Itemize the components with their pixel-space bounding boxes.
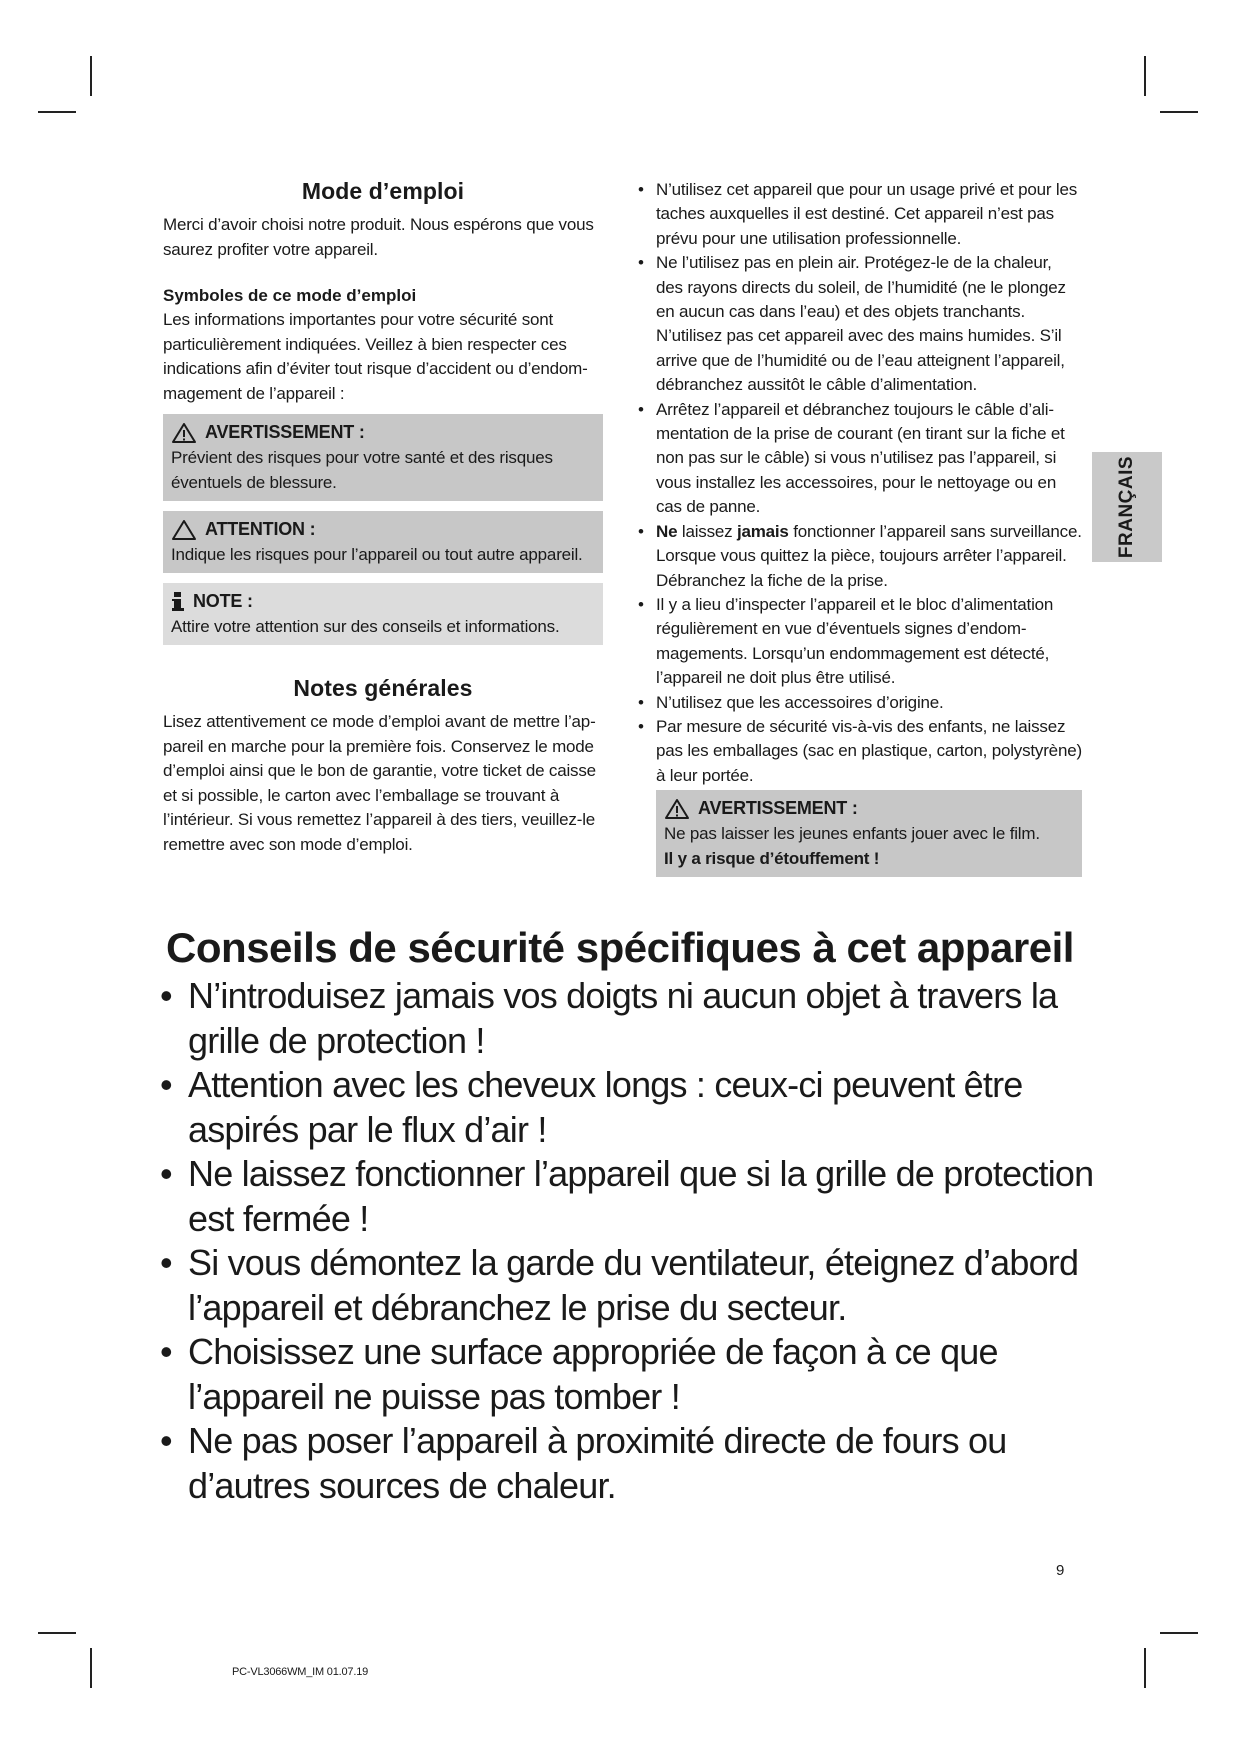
list-item: • Arrêtez l’appareil et débranchez toujours le câble d’alimentation de la prise de courant (en tirant sur la fiche et non pas sur le câble) si vous n’utilisez pas l’appareil, si vous installez les accessoires, pour le nettoyage ou en cas de panne.: [638, 399, 1065, 517]
note-label: NOTE :: [193, 591, 253, 611]
list-item: • Par mesure de sécurité vis-à-vis des enfants, ne laissez pas les emballages (sac en plastique, carton, polystyrène) à leur portée.: [638, 716, 1082, 785]
list-item: • N’utilisez que les accessoires d’origine.: [638, 692, 944, 712]
crop-mark: [1144, 1648, 1146, 1688]
warning-2-text: Ne pas laisser les jeunes enfants jouer avec le film.: [664, 824, 1040, 844]
crop-mark: [38, 1632, 76, 1634]
warning-triangle-icon: [171, 422, 197, 444]
note-text: Attire votre attention sur des conseils et informations.: [171, 617, 560, 636]
warning-box: [163, 414, 603, 501]
right-column: [636, 178, 1082, 877]
notes-generales-text: Lisez attentivement ce mode d’emploi avant de mettre l’appareil en marche pour la première fois. Conservez le mode d’emploi ainsi que le bon de garantie, votre ticket de caisse et si possible, le carton avec l’emballage se trouvant à l’intérieur. Si vous remettez l’appareil à des tiers, veuillez-le remettre avec son mode d’emploi.: [163, 712, 596, 854]
list-item: • Ne pas poser l’appareil à proximité directe de fours ou d’autres sources de chaleur.: [160, 1420, 1007, 1506]
crop-mark: [90, 56, 92, 96]
intro-text: Merci d’avoir choisi notre produit. Nous espérons que vous saurez profiter votre appareil.: [163, 215, 594, 259]
crop-mark: [38, 111, 76, 113]
crop-mark: [1160, 1632, 1198, 1634]
safety-list: [636, 178, 1082, 788]
page-number: 9: [1056, 1562, 1065, 1579]
symbols-title: Symboles de ce mode d’emploi: [163, 286, 417, 305]
language-tab: [1092, 452, 1162, 562]
warning-2-label: AVERTISSEMENT :: [698, 798, 858, 819]
warning-box-film: [656, 790, 1082, 877]
specific-safety-title: Conseils de sécurité spécifiques à cet appareil: [166, 924, 1074, 971]
language-tab-label: FRANÇAIS: [1116, 455, 1137, 559]
mode-emploi-title: Mode d’emploi: [301, 178, 465, 204]
footer-reference: PC-VL3066WM_IM 01.07.19: [232, 1666, 369, 1678]
symbols-text: Les informations importantes pour votre sécurité sont particulièrement indiquées. Veillez à bien respecter ces indications afin d’éviter tout risque d’accident ou d’endommagement de l’appareil :: [163, 310, 588, 403]
list-item: • Ne laissez fonctionner l’appareil que si la grille de protection est fermée !: [160, 1153, 1094, 1239]
warning-label: AVERTISSEMENT :: [205, 422, 365, 442]
list-item: • Si vous démontez la garde du ventilateur, éteignez d’abord l’appareil et débranchez le prise du secteur.: [160, 1242, 1079, 1328]
attention-text: Indique les risques pour l’appareil ou tout autre appareil.: [171, 545, 583, 564]
list-item: • Il y a lieu d’inspecter l’appareil et le bloc d’alimentation régulièrement en vue d’éventuels signes d’endommagements. Lorsqu’un endommagement est détecté, l’appareil ne doit plus être utilisé.: [638, 594, 1054, 688]
specific-safety-list: [160, 974, 1100, 1508]
info-icon: [171, 592, 185, 612]
caution-triangle-icon: [171, 519, 197, 541]
warning-text: Prévient des risques pour votre santé et des risques éventuels de blessure.: [171, 448, 553, 492]
list-item: • N’utilisez cet appareil que pour un usage privé et pour les taches auxquelles il est destiné. Cet appareil n’est pas prévu pour une utilisation professionnelle.: [638, 180, 1078, 248]
attention-label: ATTENTION :: [205, 519, 316, 539]
left-column: [163, 178, 603, 857]
crop-mark: [90, 1648, 92, 1688]
note-box: [163, 583, 603, 645]
list-item: • Ne laissez jamais fonctionner l’appareil sans surveillance. Lorsque vous quittez la pièce, toujours arrêter l’appareil. Débranchez la fiche de la prise.: [638, 521, 1082, 590]
attention-box: [163, 511, 603, 573]
notes-generales-title: Notes générales: [293, 675, 473, 701]
crop-mark: [1160, 111, 1198, 113]
list-item: • Attention avec les cheveux longs : ceux-ci peuvent être aspirés par le flux d’air !: [160, 1064, 1023, 1150]
crop-mark: [1144, 56, 1146, 96]
warning-triangle-icon: [664, 798, 690, 820]
list-item: • Ne l’utilisez pas en plein air. Protégez-le de la chaleur, des rayons directs du soleil, de l’humidité (ne le plongez en aucun cas dans l’eau) et des objets tranchants. N’utilisez pas cet appareil avec des mains humides. S’il arrive que de l’humidité ou de l’eau atteignent l’appareil, débranchez aussitôt le câble d’alimentation.: [638, 253, 1066, 395]
list-item: • Choisissez une surface appropriée de façon à ce que l’appareil ne puisse pas tomber !: [160, 1331, 998, 1417]
list-item: • N’introduisez jamais vos doigts ni aucun objet à travers la grille de protection !: [160, 975, 1058, 1061]
warning-2-bold-text: Il y a risque d’étouffement !: [664, 849, 880, 869]
